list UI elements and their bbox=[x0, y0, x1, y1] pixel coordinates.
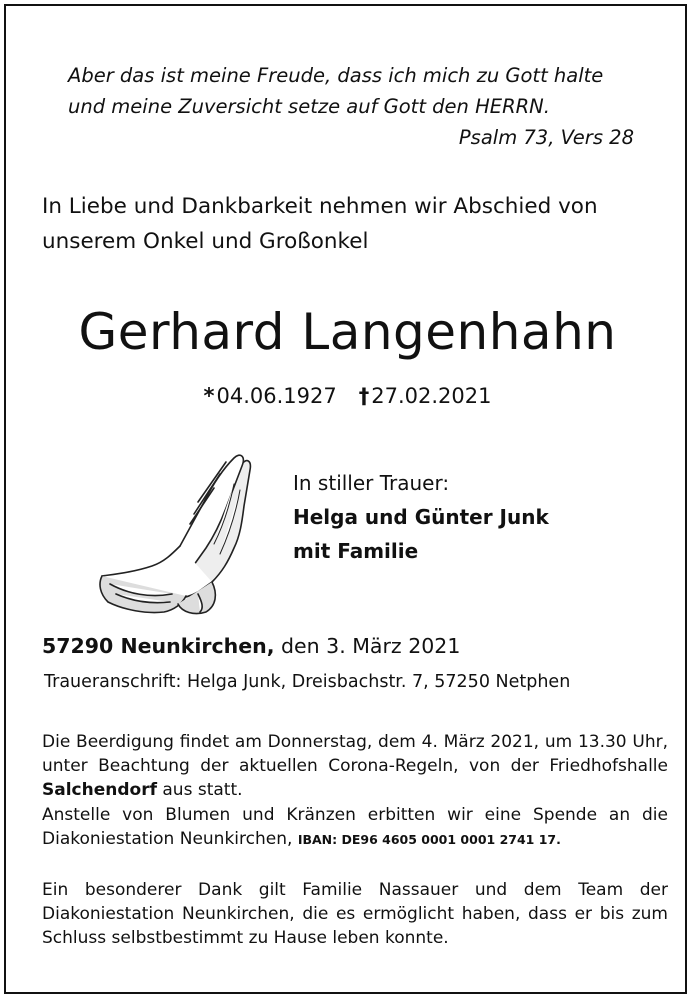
place-date bbox=[42, 634, 682, 658]
funeral-paragraph-2 bbox=[42, 803, 668, 852]
funeral-place: Salchendorf bbox=[42, 780, 157, 800]
birth-date: 04.06.1927 bbox=[216, 384, 337, 408]
intro-text bbox=[42, 189, 662, 259]
mourners-names: Helga und Günter Junk bbox=[293, 505, 549, 529]
bible-verse bbox=[68, 60, 638, 153]
funeral-paragraph-1 bbox=[42, 730, 668, 802]
mourning-address: Traueranschrift: Helga Junk, Dreisbachstr. 7, 57250 Netphen bbox=[44, 672, 571, 692]
donation-text: Anstelle von Blumen und Kränzen erbitten wir eine Spende an die Diakoniestation Neunkirchen, bbox=[42, 805, 668, 849]
mourners-block bbox=[293, 466, 673, 568]
life-dates bbox=[6, 384, 689, 408]
deceased-name: Gerhard Langenhahn bbox=[78, 303, 617, 361]
funeral-info bbox=[42, 730, 668, 852]
verse-reference: Psalm 73, Vers 28 bbox=[458, 126, 634, 149]
funeral-text-b: aus statt. bbox=[156, 780, 243, 800]
place-date-text: den 3. März 2021 bbox=[274, 634, 461, 658]
thanks-text: Ein besonderer Dank gilt Familie Nassauer und dem Team der Diakoniestation Neunkirchen, die es ermöglicht haben, dass er bis zum Schluss selbstbestimmt zu Hause leben konnte. bbox=[42, 880, 668, 948]
verse-line-2: und meine Zuversicht setze auf Gott den HERRN. bbox=[68, 95, 550, 118]
funeral-text-a: Die Beerdigung findet am Donnerstag, dem 4. März 2021, um 13.30 Uhr, unter Beachtung der aktuellen Corona-Regeln, von der Friedhofshalle bbox=[42, 732, 668, 776]
mourners-heading: In stiller Trauer: bbox=[293, 471, 450, 495]
intro-line-2: unserem Onkel und Großonkel bbox=[42, 229, 369, 254]
death-date: 27.02.2021 bbox=[371, 384, 492, 408]
obituary-frame bbox=[4, 4, 687, 994]
iban: IBAN: DE96 4605 0001 0001 2741 17. bbox=[297, 832, 561, 847]
birth-symbol: * bbox=[203, 384, 215, 408]
verse-line-1: Aber das ist meine Freude, dass ich mich zu Gott halte bbox=[68, 64, 604, 87]
mourners-family: mit Familie bbox=[293, 539, 419, 563]
place-city: 57290 Neunkirchen, bbox=[42, 634, 275, 658]
death-symbol: † bbox=[358, 384, 370, 408]
praying-hands-icon bbox=[94, 444, 254, 616]
intro-line-1: In Liebe und Dankbarkeit nehmen wir Abschied von bbox=[42, 194, 598, 219]
